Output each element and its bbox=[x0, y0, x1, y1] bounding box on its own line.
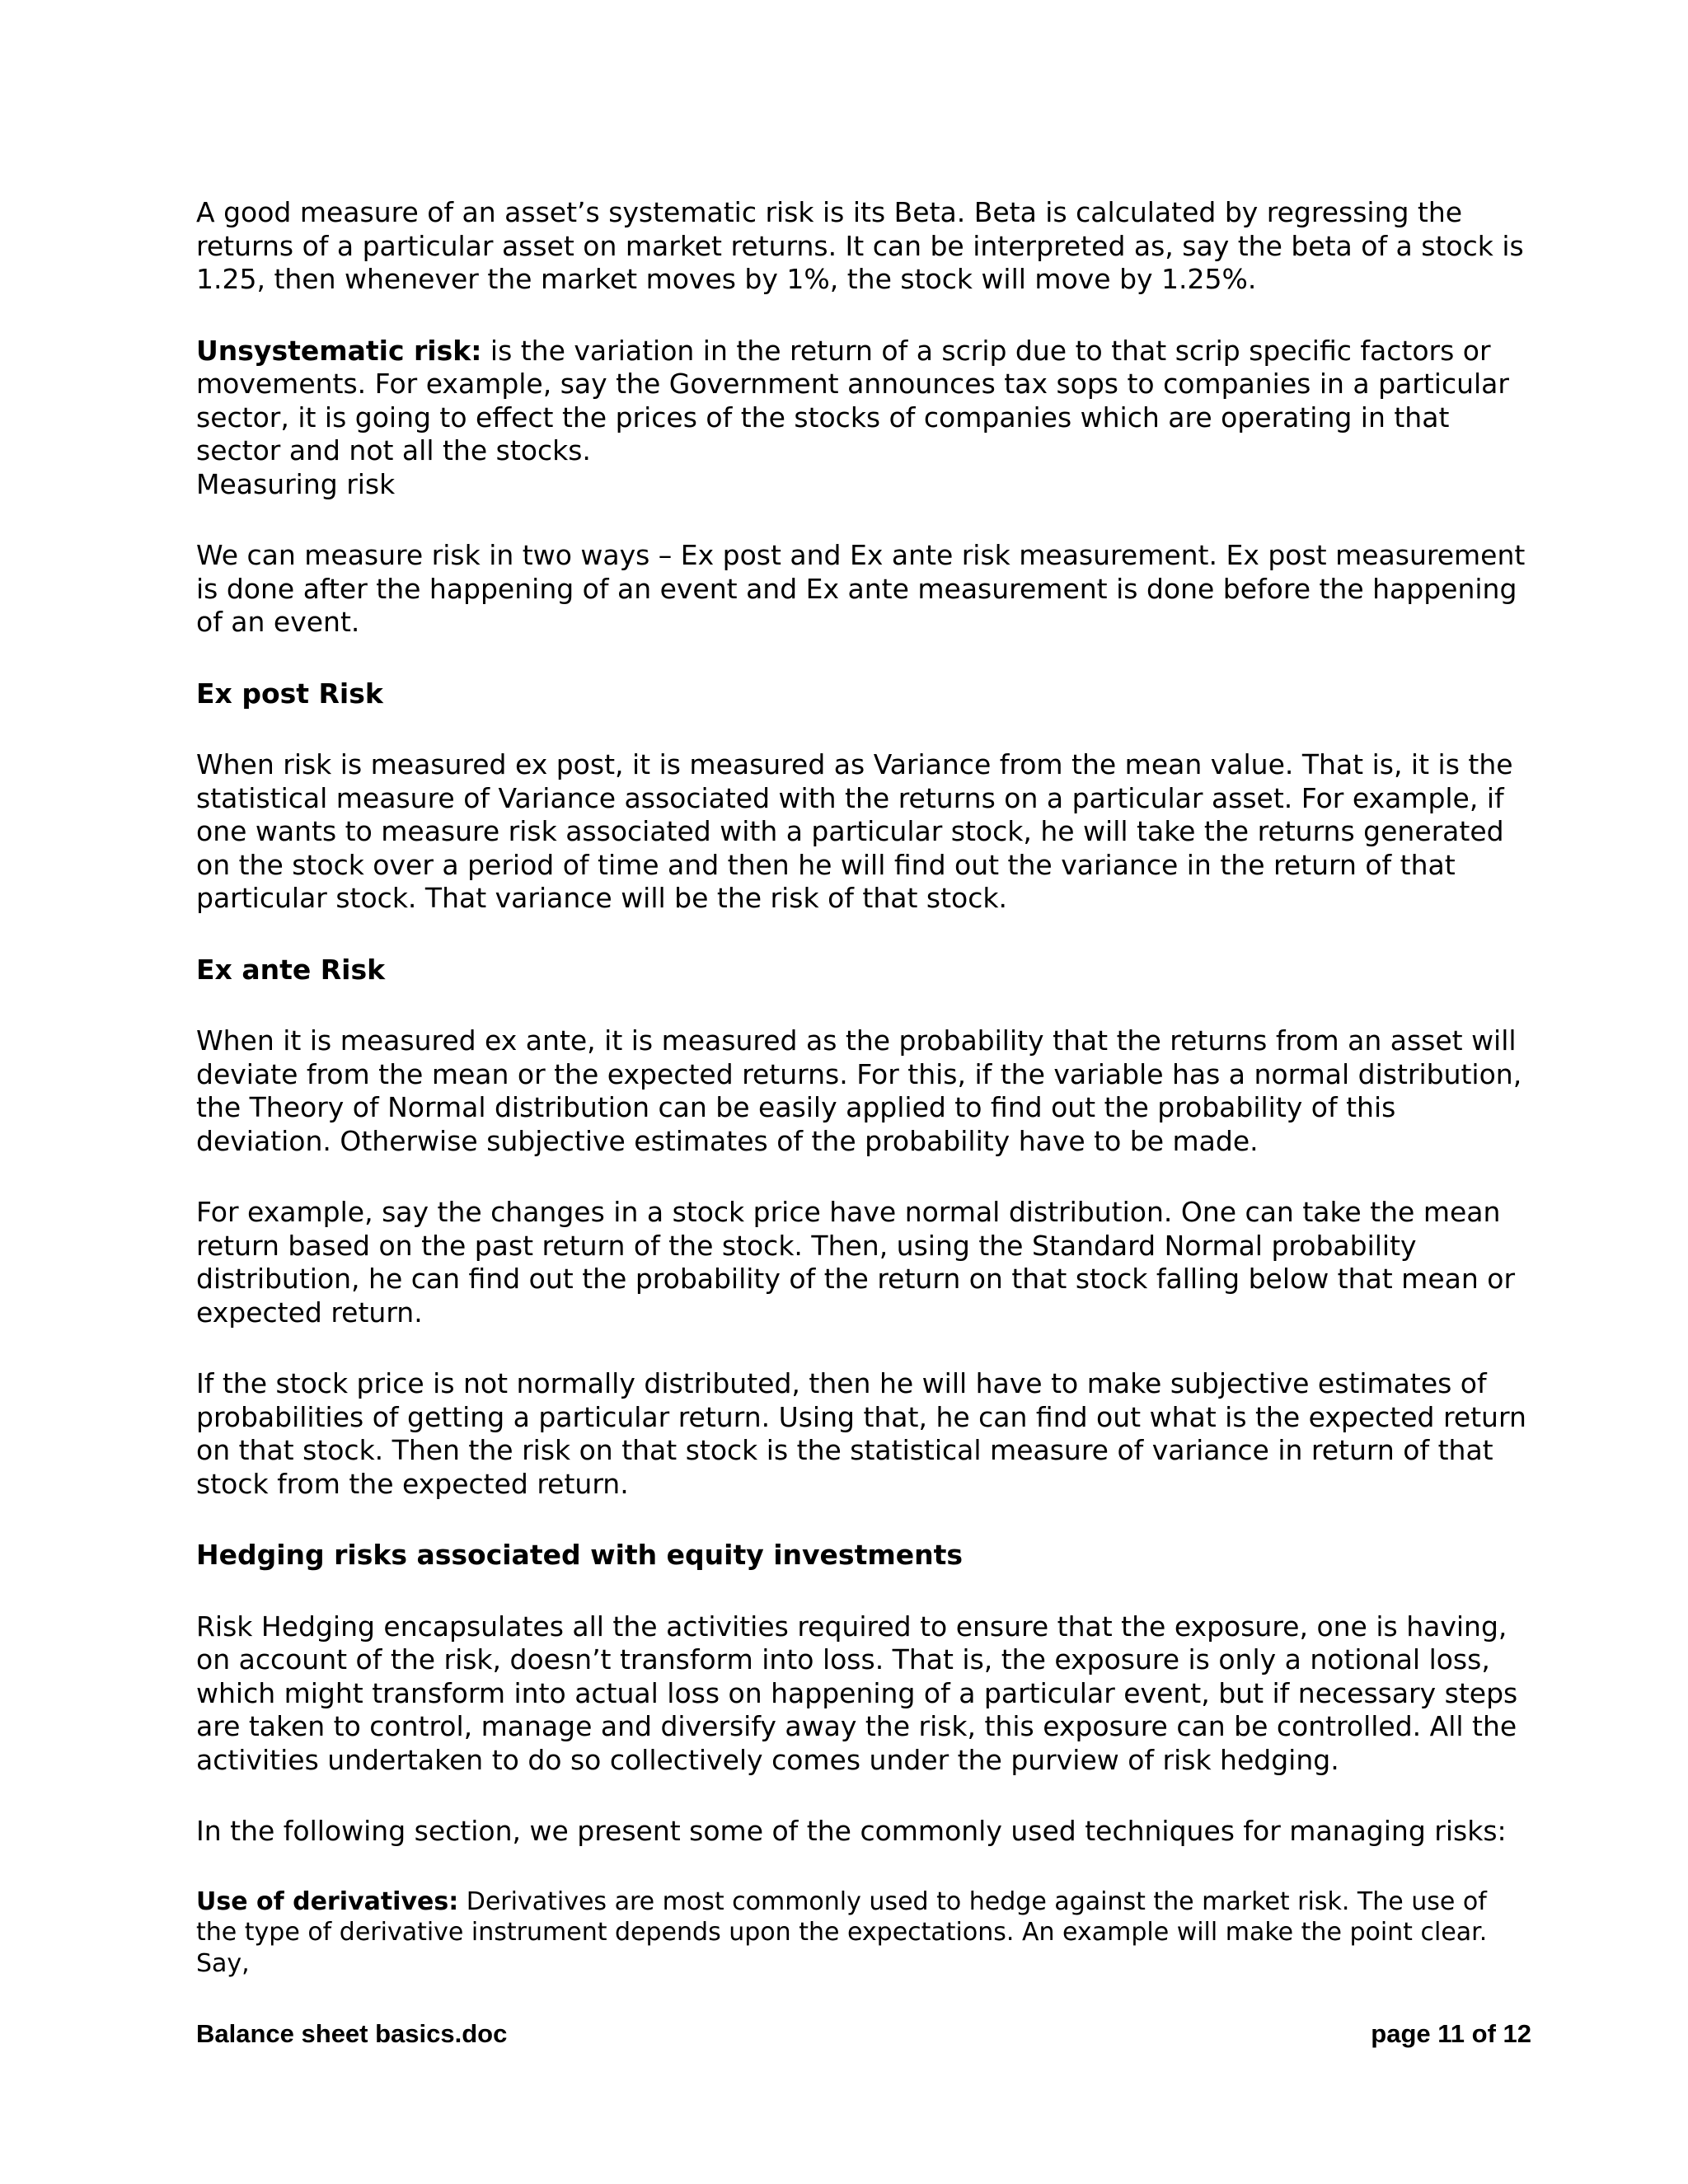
heading-hedging-risks: Hedging risks associated with equity investments bbox=[196, 1539, 964, 1571]
heading-ex-post-risk: Ex post Risk bbox=[196, 677, 383, 710]
paragraph-ex-ante: When it is measured ex ante, it is measured as the probability that the returns from an asset will deviate from the mean or the expected returns. For this, if the variable has a normal distribution, the Theory of Normal distribution can be easily applied to find out the probability of this deviation. Otherwise subjective estimates of the probability have to be made. bbox=[196, 1024, 1522, 1157]
page-footer bbox=[196, 2018, 1531, 2050]
footer-filename: Balance sheet basics.doc bbox=[196, 2019, 508, 2048]
text-unsystematic-risk: is the variation in the return of a scrip due to that scrip specific factors or movements. For example, say the Government announces tax sops to companies in a particular sector, it is going to effect the prices of the stocks of companies which are operating in that sector and not all the stocks. bbox=[196, 334, 1509, 466]
paragraph-ex-post: When risk is measured ex post, it is measured as Variance from the mean value. That is, it is the statistical measure of Variance associated with the returns on a particular asset. For example, if one wants to measure risk associated with a particular stock, he will take the returns generated on the stock over a period of time and then he will find out the variance in the return of that particular stock. That variance will be the risk of that stock. bbox=[196, 748, 1513, 914]
paragraph-techniques-intro: In the following section, we present some of the commonly used techniques for managing risks: bbox=[196, 1815, 1507, 1847]
paragraph-use-of-derivatives bbox=[196, 1886, 1531, 1980]
paragraph-risk-measurement-ways: We can measure risk in two ways – Ex post and Ex ante risk measurement. Ex post measurement is done after the happening of an event and Ex ante measurement is done before the happening of an event. bbox=[196, 539, 1526, 638]
text-use-of-derivatives: Derivatives are most commonly used to hedge against the market risk. The use of the type of derivative instrument depends upon the expectations. An example will make the point clear. Say, bbox=[196, 1886, 1488, 1978]
footer-page-number: page 11 of 12 bbox=[1371, 2019, 1531, 2048]
heading-ex-ante-risk: Ex ante Risk bbox=[196, 953, 386, 986]
paragraph-risk-hedging: Risk Hedging encapsulates all the activities required to ensure that the exposure, one is having, on account of the risk, doesn’t transform into loss. That is, the exposure is only a notional loss, which might transform into actual loss on happening of a particular event, but if necessary steps are taken to control, manage and diversify away the risk, this exposure can be controlled. All the activities undertaken to do so collectively comes under the purview of risk hedging. bbox=[196, 1610, 1518, 1776]
document-body bbox=[196, 196, 1531, 1979]
term-unsystematic-risk: Unsystematic risk: bbox=[196, 334, 482, 367]
term-use-of-derivatives: Use of derivatives: bbox=[196, 1886, 459, 1916]
paragraph-normal-distribution-example: For example, say the changes in a stock price have normal distribution. One can take the mean return based on the past return of the stock. Then, using the Standard Normal probability distribution, he can find out the probability of the return on that stock falling below that mean or expected return. bbox=[196, 1196, 1516, 1329]
label-measuring-risk: Measuring risk bbox=[196, 467, 396, 500]
paragraph-not-normal-distribution: If the stock price is not normally distributed, then he will have to make subjective estimates of probabilities of getting a particular return. Using that, he can find out what is the expected return on that stock. Then the risk on that stock is the statistical measure of variance in return of that stock from the expected return. bbox=[196, 1367, 1526, 1500]
paragraph-unsystematic-risk bbox=[196, 335, 1531, 468]
paragraph-beta: A good measure of an asset’s systematic risk is its Beta. Beta is calculated by regressing the returns of a particular asset on market returns. It can be interpreted as, say the beta of a stock is 1.25, then whenever the market moves by 1%, the stock will move by 1.25%. bbox=[196, 196, 1524, 295]
